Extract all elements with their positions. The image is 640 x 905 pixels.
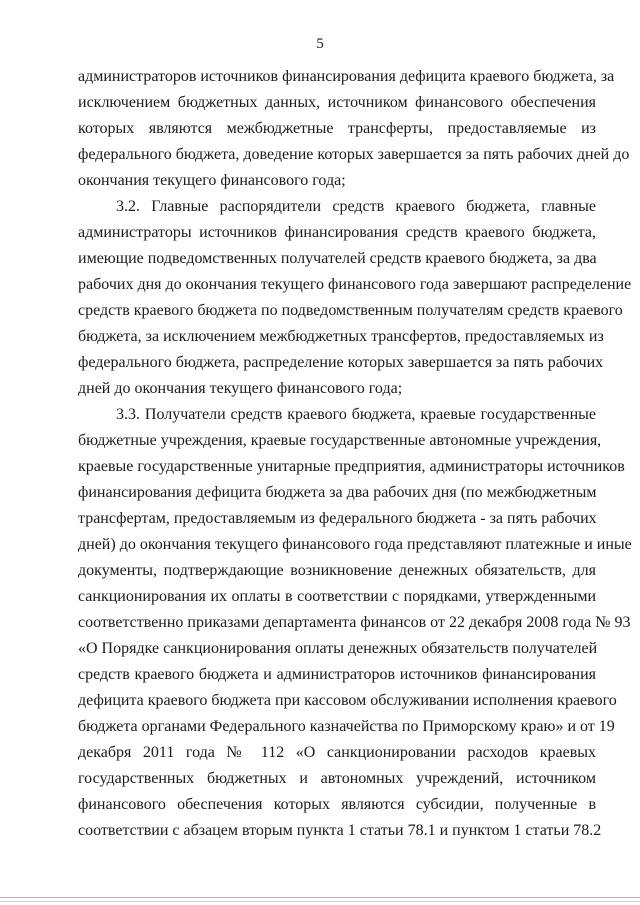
document-body [78, 64, 632, 844]
text-line: трансфертам, предоставляемым из федерального бюджета - за пять рабочих [78, 510, 597, 527]
text-line: 3.3. Получатели средств краевого бюджета, краевые государственные [116, 406, 596, 423]
text-line: федерального бюджета, распределение которых завершается за пять рабочих [78, 354, 604, 371]
text-line: администраторов источников финансирования дефицита краевого бюджета, за [78, 68, 615, 85]
text-line: 3.2. Главные распорядители средств краевого бюджета, главные [116, 198, 596, 215]
scan-edge-line [0, 897, 640, 898]
text-line: бюджета органами Федерального казначейства по Приморскому краю» и от 19 [78, 718, 615, 735]
text-line: администраторы источников финансирования средств краевого бюджета, [78, 224, 596, 241]
text-line: исключением бюджетных данных, источником финансового обеспечения [78, 94, 596, 111]
text-line: соответствии с абзацем вторым пункта 1 статьи 78.1 и пунктом 1 статьи 78.2 [78, 822, 602, 839]
paragraph [78, 64, 630, 194]
text-line: дней) до окончания текущего финансового года представляют платежные и иные [78, 536, 632, 553]
page-number: 5 [316, 36, 324, 52]
text-line: краевые государственные унитарные предприятия, администраторы источников [78, 458, 625, 475]
text-line: средств краевого бюджета и администраторов источников финансирования [78, 666, 596, 683]
text-line: государственных бюджетных и автономных учреждений, источником [78, 770, 596, 787]
text-line: дней до окончания текущего финансового года; [78, 380, 403, 397]
paragraph [78, 194, 632, 402]
text-line: имеющие подведомственных получателей средств краевого бюджета, за два [78, 250, 597, 267]
text-line: финансового обеспечения которых являются субсидии, полученные в [78, 796, 596, 813]
text-line: федерального бюджета, доведение которых завершается за пять рабочих дней до [78, 146, 630, 163]
text-line: документы, подтверждающие возникновение денежных обязательств, для [78, 562, 596, 579]
text-line: «О Порядке санкционирования оплаты денежных обязательств получателей [78, 640, 598, 657]
text-line: соответственно приказами департамента финансов от 22 декабря 2008 года № 93 [78, 614, 631, 631]
text-line: бюджета, за исключением межбюджетных трансфертов, предоставляемых из [78, 328, 604, 345]
text-line: средств краевого бюджета по подведомственным получателям средств краевого [78, 302, 623, 319]
scan-edge-line [0, 901, 640, 902]
text-line: бюджетные учреждения, краевые государственные автономные учреждения, [78, 432, 602, 449]
text-line: которых являются межбюджетные трансферты, предоставляемые из [78, 120, 596, 137]
text-line: окончания текущего финансового года; [78, 172, 346, 189]
text-line: декабря 2011 года № 112 «О санкционировании расходов краевых [78, 744, 596, 761]
paragraph [78, 402, 632, 844]
text-line: финансирования дефицита бюджета за два рабочих дня (по межбюджетным [78, 484, 597, 501]
text-line: дефицита краевого бюджета при кассовом обслуживании исполнения краевого [78, 692, 617, 709]
text-line: санкционирования их оплаты в соответствии с порядками, утвержденными [78, 588, 596, 605]
text-line: рабочих дня до окончания текущего финансового года завершают распределение [78, 276, 632, 293]
